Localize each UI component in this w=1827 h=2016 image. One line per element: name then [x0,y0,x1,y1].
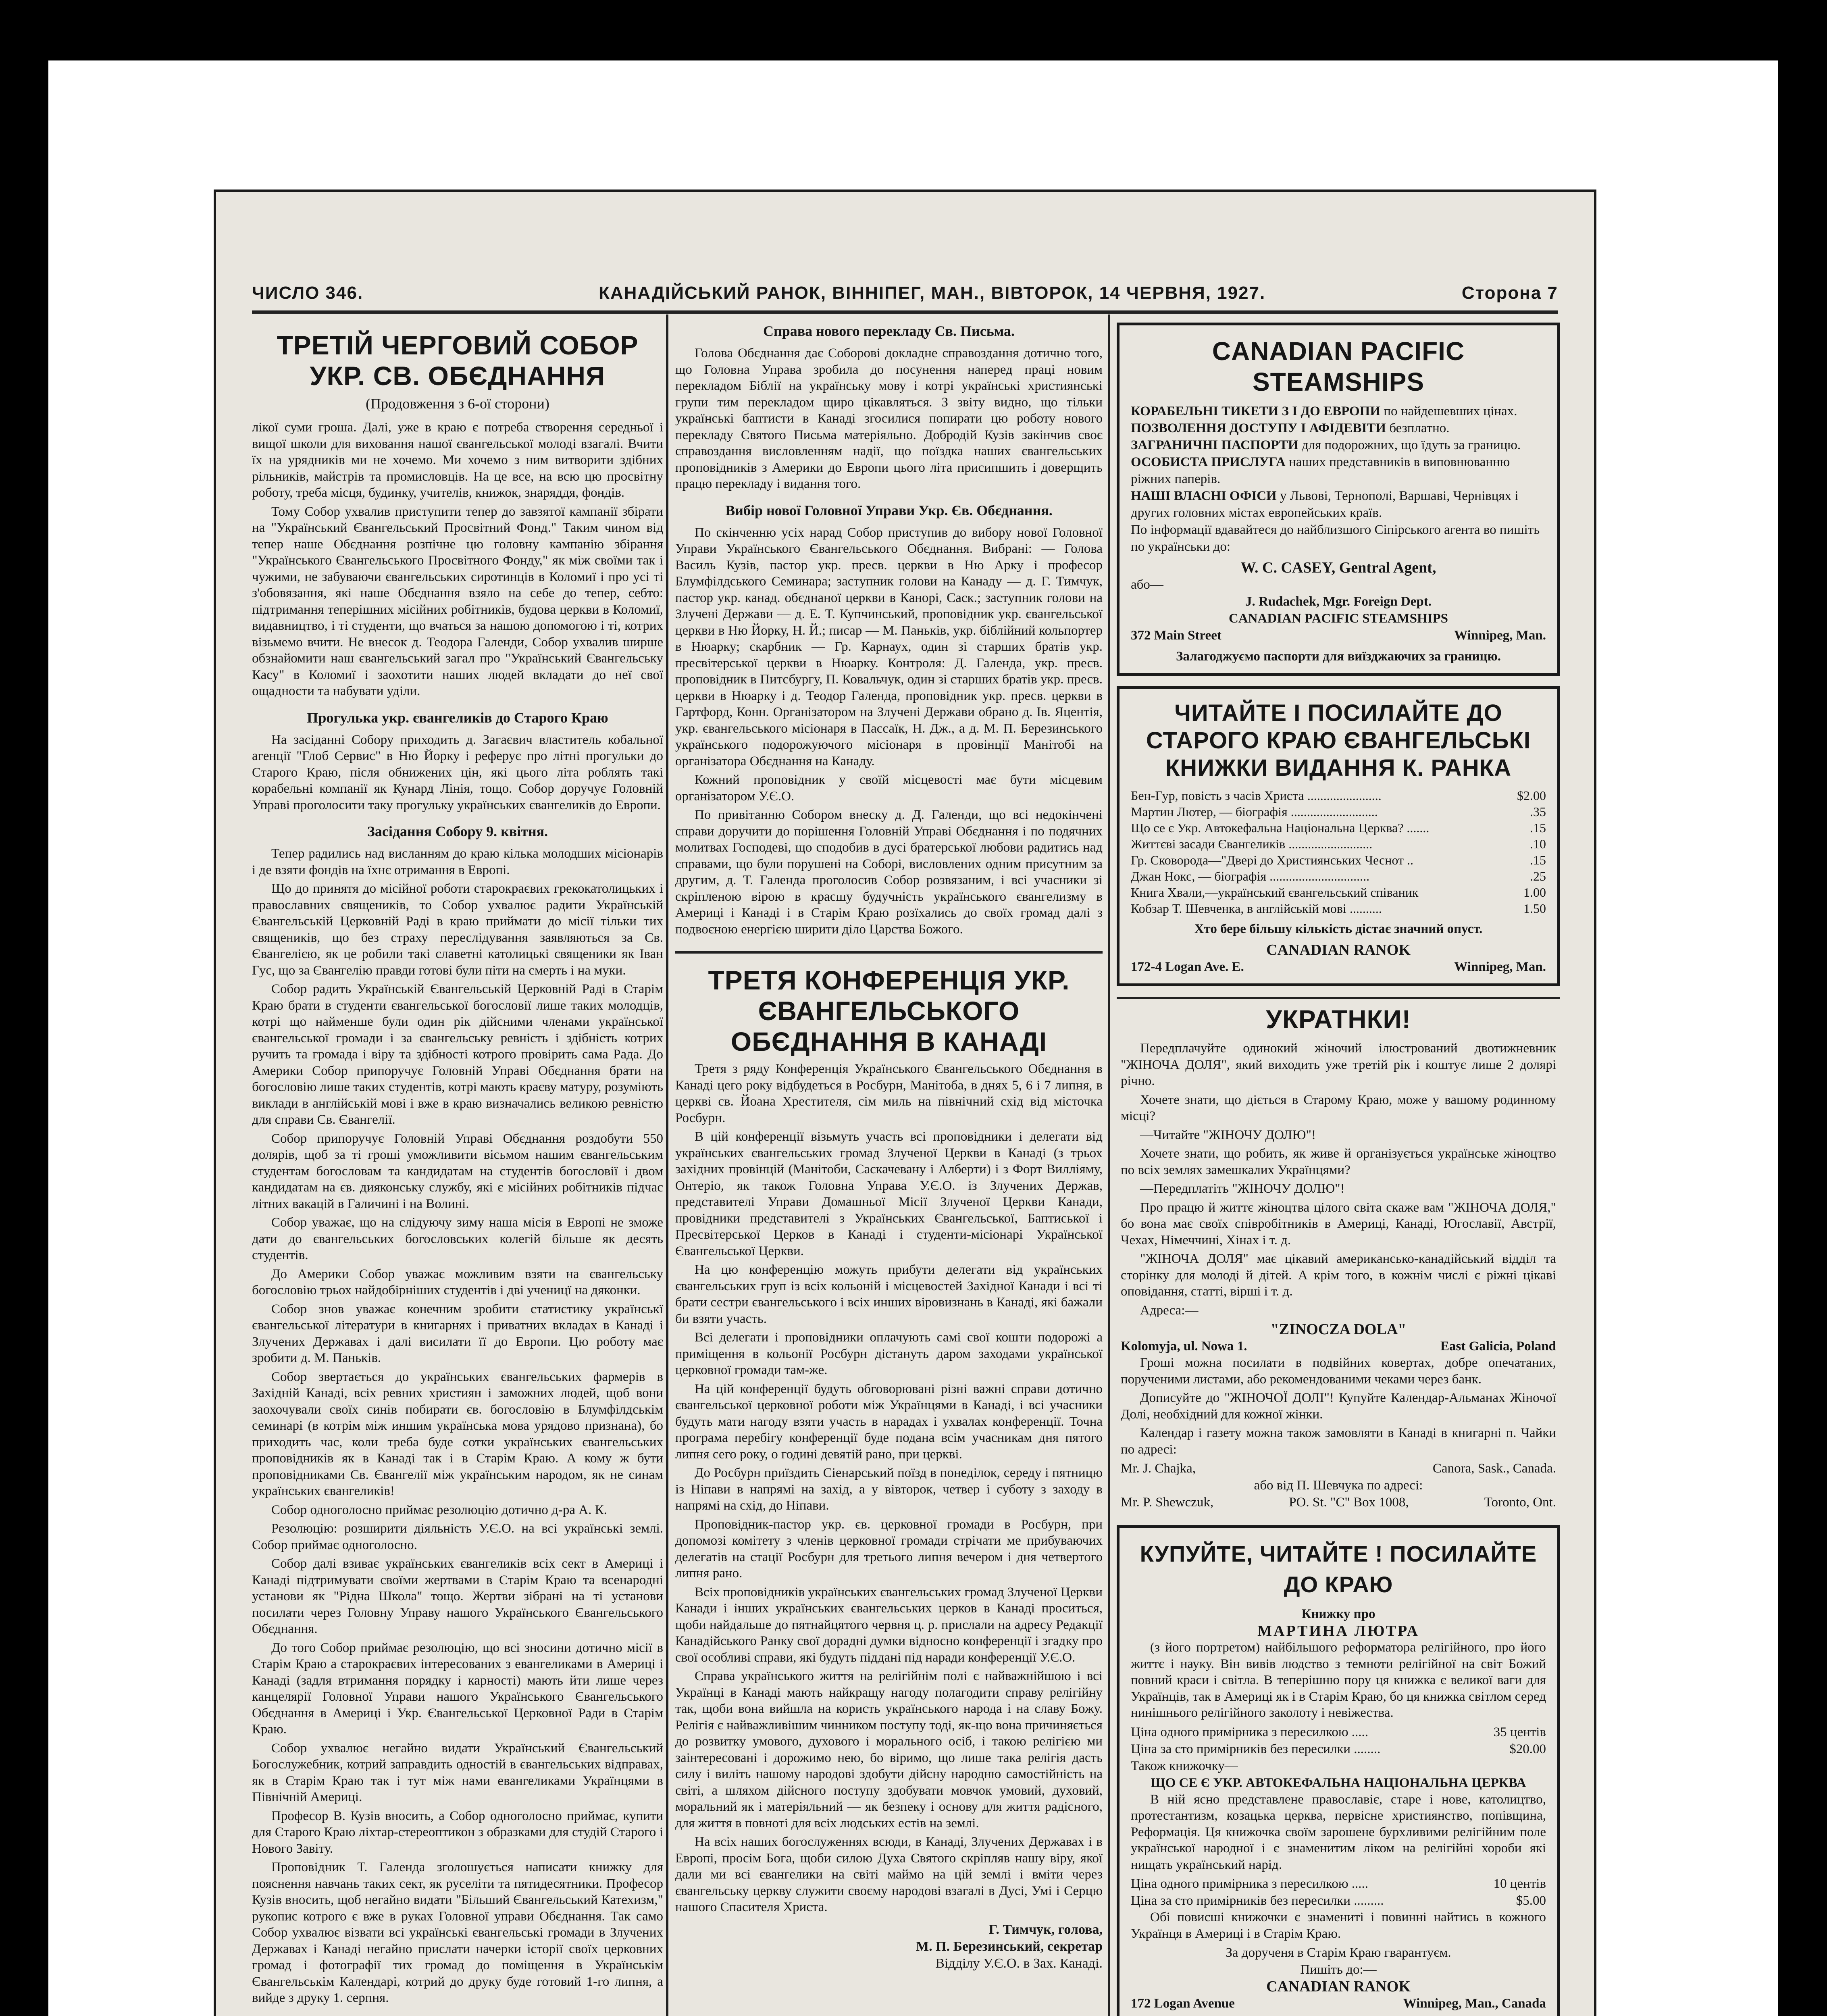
price-label: Ціна за сто примірників без пересилки ........ [1131,1741,1381,1756]
book-list-item [1131,836,1546,852]
paragraph: Собор одноголосно приймає резолюцію дотично д-ра А. К. [271,1502,607,1517]
paragraph: До того Собор приймає резолюцію, що всі зносини дотично місії в Старім Краю а старокраєвих інтересованих з евангеликами в Америці і Канаді (задля втримання порядку і карності) мають йти лише через канцелярії Головної Управи нашого Українського Євангельського Обєднання в Америці і Укр. Євангельської Церковної Ради в Старім Краю. [252,1640,663,1737]
ad-text: наших представників в виповнюванню ріжних паперів. [1131,455,1510,486]
price-label: Ціна одного примірника з пересилкою ..... [1131,1724,1368,1739]
paragraph: Календар і газету можна також замовляти в Канаді в книгарні п. Чайки по адресі: [1121,1426,1556,1457]
ad-text: J. Rudachek, Mgr. Foreign Dept. [1245,594,1432,609]
article-headline: ТРЕТЯ КОНФЕРЕНЦІЯ УКР. ЄВАНГЕЛЬСЬКОГО ОБЄДНАННЯ В КАНАДІ [708,965,1070,1056]
ad-address: PO. St. "C" Box 1008, [1289,1495,1409,1510]
zhinocha-dolia-ad [1117,1004,1560,1511]
page-number: Сторона 7 [1461,283,1558,303]
book-price: 1.00 [1523,885,1546,900]
agent-name: W. C. CASEY, Gentral Agent, [1240,559,1436,576]
paragraph: Собор припоручує Головній Управі Обєднання роздобути 550 долярів, щоб за ті гроші уможливити вісьмом нашим євангельським студентам богословам та кандидатам на студентів богословії і двом кандидатам на єв. дияконську службу, які є місійних робітників підчас літних вакацій в Галичині і на Волині. [252,1131,663,1211]
paragraph: На цю конференцію можуть прибути делегати від українських євангельських груп із всіх кольоній і місцевостей Західної Канади і всі ті брати сестри євангельського і всіх инших віровизнань в Канаді, які бажали би взяти участь. [675,1262,1103,1326]
ad-text: ПОЗВОЛЕННЯ ДОСТУПУ І АФІДЕВІТИ [1131,421,1386,435]
paragraph: В ній ясно представлене православіє, старе і нове, католицтво, протестантизм, козацька церква, первісне християнство, попівщина, Реформація. Ця книжочка своїм зарошене бурхливими релігійним поле української народної і є знаменитим ліком на релігійні хороби які нищать український нарід. [1131,1792,1546,1872]
book-name: Гр. Сковорода—"Двері до Християнських Чеснот .. [1131,853,1413,867]
ad-city: Winnipeg, Man., Canada [1403,1996,1546,2011]
paragraph: Собор радить Українській Євангельській Церковній Раді в Старім Краю брати в студенти євангельської богословії лише таких молодців, котрі що найменше були один рік дійсними членами української євангельської громади і за євангельську ревність і здібність котрих ручить та громада і віру та здібності котрого провірить сама Рада. До Америки Собор припоручує Головній Управі Обєднання брати на богословію лише таких студентів, котрі мають краєву матуру, розуміють виклади в англійській мові і вже в краю визначались великою ревністю для справи Св. Євангелії. [252,982,663,1127]
ad-publisher: "ZINOCZA DOLA" [1270,1321,1407,1338]
ad-text: у Львові, Тернополі, Варшаві, Чернівцях і других головних містах европейських країв. [1131,489,1519,520]
book-list-item [1131,787,1546,804]
ad-address: Mr. J. Chajka, [1121,1461,1196,1476]
paragraph: Собор далі взиває українських євангеликів всіх сект в Америці і Канаді підтримувати своїми жертвами в Старім Краю та всенародні установи як "Рідна Школа" тощо. Жертви зібрані на ті установи посилати через Головну Управу нашого Українського Євангельського Обєднання. [252,1556,663,1636]
paragraph: Професор В. Кузів вносить, а Собор одноголосно приймає, купити для Старого Краю ліхтар-стереоптикон з образками для студій Старого і Нового Завіту. [252,1808,663,1856]
ad-text: Хто бере більшу кількість дістає значний опуст. [1194,922,1483,936]
price-label: Ціна за сто примірників без пересилки ......... [1131,1893,1384,1908]
ad-text: безплатно. [1386,421,1450,435]
ad-publisher: CANADIAN RANOK [1266,1978,1411,1995]
ad-title: CANADIAN PACIFIC STEAMSHIPS [1212,337,1465,396]
book-name: Що се є Укр. Автокефальна Національна Церква? ....... [1131,821,1430,835]
ad-city: Winnipeg, Man. [1454,628,1546,643]
price-value: $5.00 [1516,1893,1546,1908]
ad-city: Toronto, Ont. [1484,1495,1556,1510]
paragraph: Третя з ряду Конференція Українського Євангельського Обєднання в Канаді цего року відбудеться в Росбурн, Манітоба, в днях 5, 6 і 7 липня, в церкві св. Йоана Хрестителя, сім миль на північний схід від місточка Росбурн. [675,1062,1103,1125]
ad-address: 372 Main Street [1131,628,1221,643]
paragraph: Всі делегати і проповідники оплачують самі свої кошти подорожі а приміщення в кольонії Росбурн дістануть даром заходами української церковної громади там-же. [675,1330,1103,1377]
paragraph: До Америки Собор уважає можливим взяти на євангельську богословію трьох найдобірніших студентів і дві ученицї на дяконки. [252,1266,663,1297]
signature-block [675,1921,1103,1972]
paragraph: Резолюцію: розширити діяльність У.Є.О. на всі українські землі. Собор приймає одноголосно. [252,1521,663,1552]
continued-note: (Продовження з 6-ої сторони) [366,396,549,412]
paragraph: В цій конференції візьмуть участь всі проповідники і делегати від українських євангельських громад Злученої Церкви в Канаді (з трьох західних провінцій (Манітоби, Саскачевану і Алберти) і з Форт Вилліяму, Онтеріо, як також Головна Управа У.Є.О. із Злучених Держав, представителі Управи Домашньої Місії Злученої Церкви Канади, провідники представителі з Українських Євангельської, Баптиської і Пресвітерської Церков в Канаді і студенти-місіонарі Української Євангельської Церкви. [675,1129,1103,1258]
ad-text: КОРАБЕЛЬНІ ТИКЕТИ З І ДО ЕВРОПИ [1131,404,1381,419]
paragraph: На цій конференції будуть обговорювані різні важні справи дотично євангельської церковної роботи між Українцями в Канаді, і всі учасники будуть мати нагоду взяти участь в нарадах і ухвалах конференції. Точна програма перебігу конференції буде подана всім учасникам дня пятого липня сего року, о годині девятій рано, при церкві. [675,1381,1103,1462]
ad-text: для подорожних, що їдуть за границю. [1298,438,1521,452]
paragraph: Кожний проповідник у своїй місцевості має бути місцевим організатором У.Є.О. [675,773,1103,804]
paragraph: Проповідник-пастор укр. єв. церковної громади в Росбурн, при допомозі комітету з членів церковної громади стрічати ме прибуваючих делегатів на стації Росбурн для третього липня вечером і дня четвертого липня рано. [675,1517,1103,1581]
paragraph: Хочете знати, що діється в Старому Краю, може у вашому родинному місці? [1121,1092,1556,1123]
paragraph: Передплачуйте одинокий жіночий ілюстрований двотижневник "ЖІНОЧА ДОЛЯ", який виходить уже третій рік і коштує лише 2 долярі річно. [1121,1041,1556,1088]
paragraph: На засіданні Собору приходить д. Загаєвич властитель кобальної агенції "Глоб Сервис" в Ню Йорку і реферує про літні прогульки до Старого Краю, після обнижених цін, які цього літа роблять такі корабельні компанії як Кунард Лінія, тощо. Собор доручує Головній Управі проголосити таку прогульку українських євангеликів до Европи. [252,732,663,812]
paragraph: Собор звертається до українських євангельських фармерів в Західній Канаді, всіх ревних християн і заможних людей, щоб вони заохочували своїх синів побирати єв. богословію в Блумфілдськім семинарі (в котрім між иншим українська мова урядово признана), бо приходить час, коли треба буде сотки українських євангельських проповідників як в Канаді так і в Старім Краю. А кому ж бути проповідниками Св. Євангелії між українським народом, як не синам українських євангеликів! [252,1369,663,1498]
price-value: $20.00 [1509,1741,1546,1756]
ad-address: 172-4 Logan Ave. E. [1131,960,1244,974]
paragraph: "ЖІНОЧА ДОЛЯ" має цікавий американсько-канадійський відділ та сторінку для молоді й дітей. А крім того, в кожнім числі є ріжні цікаві оповідання, статті, вірші і т. д. [1121,1252,1556,1299]
book-price: 1.50 [1523,901,1546,916]
section-subhead: Вибір нової Головної Управи Укр. Єв. Обєднання. [725,502,1053,519]
issue-number: ЧИСЛО 346. [252,283,364,303]
ad-text: CANADIAN PACIFIC STEAMSHIPS [1229,611,1448,626]
ad-city: East Galicia, Poland [1440,1339,1556,1354]
ad-city: Canora, Sask., Canada. [1432,1461,1556,1476]
ad-title: КУПУЙТЕ, ЧИТАЙТЕ ! ПОСИЛАЙТЕ ДО КРАЮ [1140,1541,1537,1597]
article-headline: ТРЕТІЙ ЧЕРГОВИЙ СОБОР УКР. СВ. ОБЄДНАННЯ [277,330,639,391]
paragraph: —Читайте "ЖІНОЧУ ДОЛЮ"! [1140,1127,1316,1142]
paragraph: (з його портретом) найбільшого реформатора релігійного, про його життє і науку. Він вивів людство з темноти релігійної на світ Божий повний краси і світла. В теперішню пору ця книжка є великої ваги для Українців, так в Америці як і в Старім Краю, бо ця книжка світлом серед нинішнього релігійного заколоту і невіжества. [1131,1640,1546,1720]
paragraph: Проповідник Т. Галенда зголошується написати книжку для пояснення навчань таких сект, як руселіти та пятидесятники. Професор Кузів вносить, щоб негайно видати "Більший Євангельський Катехизм," рукопис котрого є вже в руках Головної управи Обєднання. Так само Собор ухвалює візвати всі українські євангельські громади в Злучених Державах і Канаді негайно прислати начерки історії своїх церковних громад і фотографії тих громад до поміщення в Українськім Євангельськім Календарі, котрий до друку буде готовий 1-го липня, а вийде з друку 1. серпня. [252,1860,663,2005]
book-title: ЩО СЕ Є УКР. АВТОКЕФАЛЬНА НАЦІОНАЛЬНА ЦЕРКВА [1151,1775,1526,1790]
ad-text: За дорученя в Старім Краю гварантуєм. [1226,1945,1451,1960]
paragraph: Голова Обєднання дає Соборові докладне справоздання дотично того, що Головна Управа зробила до посунення наперед праці новим перекладом Біблії на українську мову і котрі українські християнські групи тим перекладом щиро цікавляться. З звіту видно, що тільки українські баптисти в Канаді згосилися попирати цю роботу нового перекладу Святого Письма матеріяльно. Добродій Кузів закінчив своє справоздання висловленням надії, що поїздка наших євангельських проповідників з Америки до Европи цього літа присипшить і доверщить працю перекладу і видання того. [675,346,1103,491]
ad-text: або від П. Шевчука по адресі: [1254,1478,1423,1493]
masthead: КАНАДІЙСЬКИЙ РАНОК, ВІННІПЕГ, МАН., ВІВТОРОК, 14 ЧЕРВНЯ, 1927. [599,283,1266,303]
signature-line: М. П. Березинський, секретар [916,1939,1103,1954]
section-subhead: Прогулька укр. євангеликів до Старого Краю [307,709,608,726]
ad-text: НАШІ ВЛАСНІ ОФІСИ [1131,489,1277,503]
paragraph: Що до принятя до місійної роботи старокраєвих грекокатолицьких і православних священиків, то Собор ухвалює радити Українській Євангельській Церковній Раді в краю приймати до місії тільки тих священиків, що без страху переслідування заявляються за Св. Євангелією, як це робили такі славетні католицькі священики як Іван Гус, що за Євангелію правди готові були піти на смерть і на муки. [252,881,663,978]
paragraph: Гроші можна посилати в подвійних ковертах, добре опечатаних, порученими листами, або рекомендованими чеками через банк. [1121,1356,1556,1387]
paragraph: Тому Собор ухвалив приступити тепер до завзятої кампанії збірати на "Український Євангельський Просвітний Фонд." Таким чином від тепер наше Обєднання розпічне цю головну кампанію збірання "Українського Євангельського Просвітного Фонду," як між своїми так і чужими, не забуваючи євангельських сиротинців в Коломиї і про усі ті з'обовязання, які наше Обєднання взяло на себе до тепер, себто: підтримання теперішних місійних робітників, будова церкви в Коломиї, видавництво, і ті студенти, що вчаться за нашою допомогою і ті, котрих візьмемо вчити. Не внесок д. Теодора Галенди, Собор ухвалив ширше обзнайомити наш євангельський загал про "Український Євангельську Касу" в Коломиї і заохотити наших людей вкладати до неї свої ощадности та набувати уділи. [252,504,663,698]
paragraph: Адреса:— [1140,1303,1199,1318]
section-subhead: Справа нового перекладу Св. Письма. [763,323,1015,339]
paragraph: Справа українського життя на релігійнім полі є найважнійшою і всі Українці в Канаді мають найкращу нагоду полагодити справу релігійну так, щоби вона вийшла на користь українського народа і на славу Божу. Релігія є найважливішим чинником поступу тоді, як-що вона причиняється до розвитку умового, духового і морального осіб, і такою релігією ми заінтересовані і дорожимо нею, бо віримо, що лише така релігія дасть силу і виліть нашому народові здобути дійсну народню самостійність на світі, а шляхом дійсного поступу здобувати мовчок умовий, духовий, моральний як і матеріяльний — як безпеку і основу для життя радісного, для життя в повноті для всіх людських естів на землі. [675,1669,1103,1831]
book-name: Джан Нокс, — біографія ............................... [1131,869,1370,883]
ad-text: Книжку про [1301,1607,1375,1621]
paragraph: Дописуйте до "ЖІНОЧОЇ ДОЛІ"! Купуйте Календар-Альманах Жіночої Долі, необхідний для кожної жінки. [1121,1391,1556,1422]
ad-divider [1117,997,1560,999]
book-name: Бен-Гур, повість з часів Христа ....................... [1131,788,1382,803]
book-name: Мартин Лютер, — біографія ........................... [1131,804,1378,819]
luther-book-ad [1117,1525,1560,2016]
paragraph: Всіх проповідників українських євангельських громад Злученої Церкви Канади і інших українських євангельських церков в Канаді проситься, щоби найдальше до пятнайцятого червня ц. р. прислали на адресу Редакції Канадійського Ранку свої дорадні думки відносно конференції і згадку про свої особливі справи, які будуть піддані під наради конференції У.Є.О. [675,1585,1103,1665]
ad-footer: Залагоджуємо паспорти для виїзджаючих за границю. [1176,649,1501,664]
article-column-2 [675,319,1103,2016]
book-name: Кобзар Т. Шевченка, в англійській мові .......... [1131,901,1382,916]
book-price: .25 [1530,869,1546,883]
ad-text: або— [1131,577,1163,592]
ad-text: ЗАГРАНИЧНІ ПАСПОРТИ [1131,438,1298,452]
paragraph: Собор уважає, що на слідуючу зиму наша місія в Европі не зможе дати до євангельських богословських колегій більше як десять студентів. [252,1215,663,1262]
paragraph: Собор ухвалює негайно видати Український Євангельський Богослужебник, котрий заправдить одностій в євангельських відправах, як в Старім Краю так і тут між нами евангеликами Українцями в Північній Америці. [252,1741,663,1804]
paragraph: По скінченню усіх нарад Собор приступив до вибору нової Головної Управи Українського Євангельського Обєднання. Вибрані: — Голова Василь Кузів, пастор укр. пресв. церкви в Ню Арку і професор Блумфілдського Семинара; заступник голови на Канаду — д. Г. Тимчук, пастор укр. канад. обєднаної церкви в Канорі, Саск.; заступник голови на Злучені Держави — д. Е. Т. Купчинський, проповідник укр. євангельської церкви в Ню Йорку, Н. Й.; писар — М. Паньків, укр. біблійний кольпортер в Нюарку; скарбник — Гр. Карнаух, один зі старших братів укр. пресвітерської церкви в Нюарку. Контроля: Д. Галенда, укр. пресв. проповідник в Питсбургу, П. Ковальчук, один зі старших братів укр. пресв. церкви в Нюарку і д. Теодор Галенда, проповідник укр. пресв. церкви в Гартфорд, Конн. Організатором на Злучені Держави обрано д. Ів. Яцентія, укр. євангельського місіонаря в Пассаїк, Н. Дж., а д. М. П. Березинського українського подорожуючого місіонаря в провінції Манітобі на організатора Обєднання на Канаду. [675,525,1103,768]
ad-city: Winnipeg, Man. [1454,960,1546,974]
book-list-item [1131,884,1546,900]
signature-line: Г. Тимчук, голова, [988,1922,1103,1937]
ad-address: Kolomyja, ul. Nowa 1. [1121,1339,1247,1354]
header-divider [252,310,1558,314]
signature-line: Відділу У.Є.О. в Зах. Канаді. [935,1956,1103,1971]
book-list-item [1131,852,1546,868]
book-name: Життєві засади Євангеликів .......................... [1131,837,1373,851]
paragraph: По привітанню Собором внеску д. Д. Галенди, що всі недокінчені справи доручити до порішення Головній Управі Обєднання і по подячних молитвах Господеві, що сподобив в дусі братерської любови радитись над справами, що були порушені на Соборі, висловлених одним присутним за другим, д. Т. Галенда проголосив Собор розвязаним, і всі учасники зі скріпленою вірою в красшу будучність українського євангелизму в Америці і Канаді і в Старім Краю розїхались до своїх громад далі з подвоєною енергією ширити діло Царства Божого. [675,808,1103,937]
ad-text: ОСОБИСТА ПРИСЛУГА [1131,455,1286,469]
paragraph: лікої суми гроша. Далі, уже в краю є потреба створення середньої і вищої школи для виховання нашої євангельської молоді взагалі. Вчити їх на урядників ми не хочемо. Ми хочемо з ним витворити здібних рільників, майстрів та промисловців. На це все, на всю цю просвітну роботу, треба місця, будинку, учителів, книжок, знаряддя, фондів. [252,420,663,500]
ad-title: УКРАТНКИ! [1266,1005,1411,1034]
book-name: Книга Хвали,—український євангельський співаник [1131,885,1419,900]
paragraph: До Росбурн приїздить Сіенарський поїзд в понеділок, середу і пятницю із Ніпави в напрямі на захід, а у вівторок, четвер і суботу з заходу в напрямі на схід, до Ніпави. [675,1466,1103,1513]
ad-address: Mr. P. Shewczuk, [1121,1495,1214,1510]
book-price-list [1131,787,1546,916]
ad-text: по найдешевших цінах. [1380,404,1517,419]
article-divider [675,951,1103,954]
ad-text: По інформації вдавайтеся до найблизшого Сіпірського агента во пишіть по українськи до: [1131,523,1540,554]
book-price: .15 [1530,821,1546,835]
ads-column [1117,319,1560,2016]
newspaper-page [214,190,1596,2016]
book-title: МАРТИНА ЛЮТРА [1257,1622,1419,1639]
ad-text: Також книжочку— [1131,1758,1238,1773]
paragraph: Собор знов уважає конечним зробити статистику українськї євангельської літератури в книгарнях і приватних вкладах в Канаді і Злучених Державах і далі висилати її до Европи. Цю роботу має зробити д. М. Паньків. [252,1302,663,1365]
price-label: Ціна одного примірника з пересилкою ..... [1131,1876,1368,1891]
book-list-item [1131,868,1546,884]
section-subhead: Засідання Собору 9. квітня. [367,823,548,839]
book-price: .10 [1530,837,1546,851]
book-list-item [1131,804,1546,820]
steamship-ad [1117,323,1560,676]
price-value: 10 центів [1493,1876,1546,1891]
paragraph: Про працю й життє жіноцтва цілого світа скаже вам "ЖІНОЧА ДОЛЯ," бо вона має своїх співробітників в Америці, Канаді, Югославії, Австрії, Чехах, Німеччині, Хінах і т. д. [1121,1200,1556,1248]
paragraph: На всіх наших богослуженнях всюди, в Канаді, Злучених Державах і в Европі, просім Бога, щоби силою Духа Святого скріпляв нашу віру, якої дали ми всі євангелики на світі маймо на цій землі і вміти через євангельську церкву служити своєму народові взагалі в Дусі, Умі і Серцю нашого Спасителя Христа. [675,1835,1103,1914]
book-list-item [1131,820,1546,836]
ad-text: Пишіть до:— [1300,1962,1377,1977]
ad-address: 172 Logan Avenue [1131,1996,1235,2011]
price-value: 35 центів [1493,1724,1546,1739]
paragraph: —Передплатіть "ЖІНОЧУ ДОЛЮ"! [1140,1181,1345,1196]
column-divider [666,314,668,2016]
ad-title: ЧИТАЙТЕ І ПОСИЛАЙТЕ ДО СТАРОГО КРАЮ ЄВАНГЕЛЬСЬКІ КНИЖКИ ВИДАННЯ К. РАНКА [1146,700,1531,781]
page-header [252,283,1558,311]
books-ad [1117,686,1560,986]
ad-publisher: CANADIAN RANOK [1266,941,1411,958]
paragraph: Хочете знати, що робить, як живе й організується українське жіноцтво по всіх землях замешкалих Українцями? [1121,1146,1556,1177]
paragraph: Тепер радились над висланням до краю кілька молодших місіонарів і де взяти фондів на їхнє отримання в Европі. [252,846,663,877]
book-price: .35 [1530,804,1546,819]
book-price: .15 [1530,853,1546,867]
book-price: $2.00 [1517,788,1546,803]
article-column-1 [252,319,663,2016]
paragraph: Обі повисші книжочки є знамениті і повинні найтись в кожного Українця в Америці і в Старім Краю. [1131,1910,1546,1941]
column-divider [1108,314,1110,2016]
book-list-item [1131,900,1546,916]
